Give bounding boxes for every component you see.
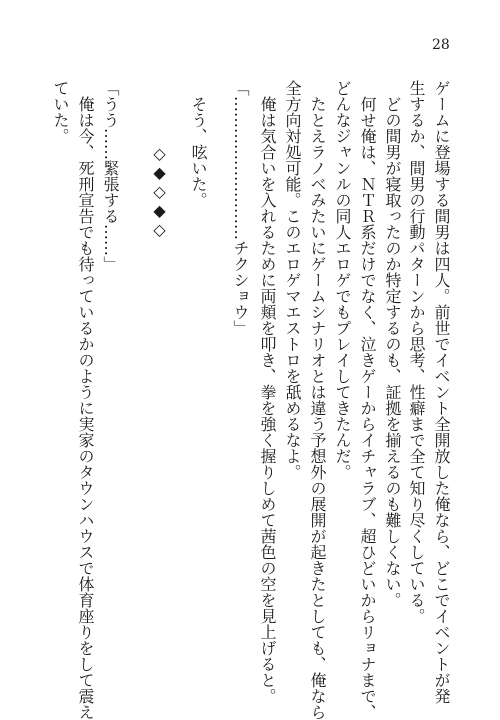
page-number: 28 — [432, 37, 450, 53]
text-line: ていた。 — [51, 80, 70, 144]
text-line: そう、呟いた。 — [189, 96, 208, 208]
text-line: 俺は気合いを入れるために両頬を叩き、拳を強く握りしめて茜色の空を見上げると。 — [258, 96, 277, 704]
scene-break: ◇◆◇◆◇ — [150, 144, 169, 239]
text-line: 何せ俺は、ＮＴＲ系だけでなく、泣きゲーからイチャラブ、超ひどいからリョナまで、 — [358, 96, 377, 720]
text-line: 全方向対処可能。このエロゲマエストロを舐めるなよ。 — [283, 80, 302, 480]
text-line: 生するか、間男の行動パターンから思考、性癖まで全て知り尽くしている。 — [407, 80, 426, 624]
text-line: どんなジャンルの同人エロゲでもプレイしてきたんだ。 — [333, 80, 352, 480]
text-line: 俺は今、死刑宣告でも待っているかのように実家のタウンハウスで体育座りをして震え — [76, 96, 95, 720]
text-line: どの間男が寝取ったのか特定するのも、証拠を揃えるのも難しくない。 — [383, 96, 402, 608]
dialogue-line: 「………………………チクショウ」 — [231, 80, 250, 336]
dialogue-line: 「うう……緊張する……」 — [101, 80, 120, 272]
text-line: ゲームに登場する間男は四人。前世でイベント全開放した俺なら、どこでイベントが発 — [432, 80, 451, 704]
text-line: たとえラノベみたいにゲームシナリオとは違う予想外の展開が起きたとしても、俺なら — [308, 96, 327, 720]
